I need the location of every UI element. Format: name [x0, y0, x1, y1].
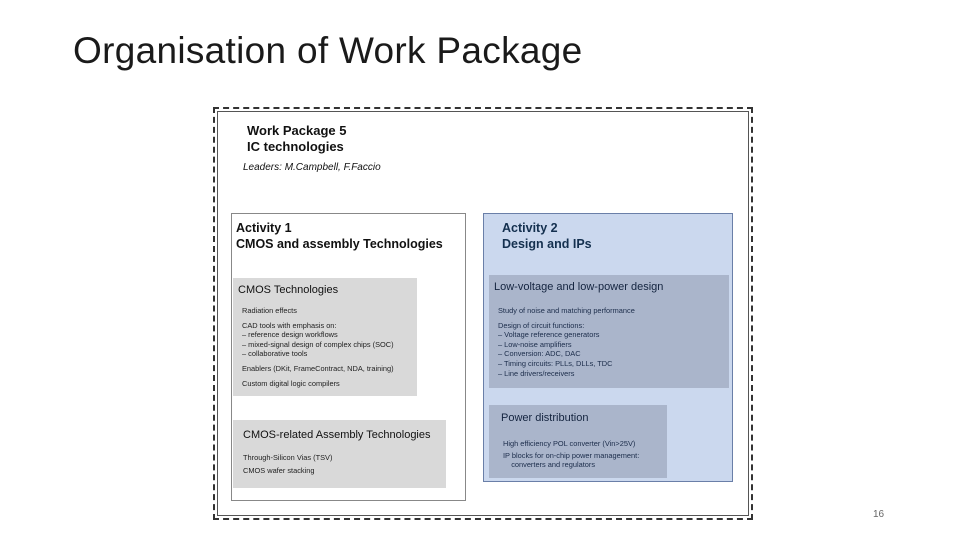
cmos-technologies-box — [233, 278, 417, 396]
power-distribution-list — [503, 439, 639, 470]
list-item: Radiation effects — [242, 306, 297, 315]
list-item: – Timing circuits: PLLs, DLLs, TDC — [498, 358, 613, 368]
assembly-technologies-box — [233, 420, 446, 488]
low-power-design-list — [498, 306, 635, 378]
work-package-topic: IC technologies — [247, 139, 344, 154]
list-item: – reference design workflows — [242, 330, 338, 340]
list-item: – Low-noise amplifiers — [498, 339, 572, 349]
activity-2-topic: Design and IPs — [502, 237, 592, 251]
list-item: – collaborative tools — [242, 349, 308, 359]
list-item: Through-Silicon Vias (TSV) — [243, 453, 333, 462]
list-item: CMOS wafer stacking — [243, 465, 315, 475]
work-package-number: Work Package 5 — [247, 123, 347, 138]
list-item: Custom digital logic compilers — [242, 378, 340, 388]
list-item: Study of noise and matching performance — [498, 306, 635, 315]
assembly-technologies-list — [243, 453, 332, 475]
activity-2-heading — [502, 220, 592, 252]
low-power-design-box — [489, 275, 729, 388]
slide-title: Organisation of Work Package — [73, 30, 583, 71]
list-item: Enablers (DKit, FrameContract, NDA, training) — [242, 363, 394, 373]
list-item: High efficiency POL converter (Vin>25V) — [503, 439, 636, 448]
list-item: IP blocks for on-chip power management: — [503, 450, 640, 460]
work-package-diagram — [213, 107, 753, 520]
page-number: 16 — [873, 509, 885, 520]
activity-1-heading — [236, 220, 443, 252]
activity-1-topic: CMOS and assembly Technologies — [236, 237, 443, 251]
activity-1-number: Activity 1 — [236, 221, 292, 235]
work-package-heading — [247, 123, 346, 155]
cmos-technologies-title: CMOS Technologies — [238, 284, 339, 296]
power-distribution-box — [489, 405, 667, 478]
list-item: – Voltage reference generators — [498, 330, 600, 340]
list-item: Design of circuit functions: — [498, 320, 585, 330]
list-item: converters and regulators — [503, 460, 596, 470]
list-item: – Line drivers/receivers — [498, 368, 575, 378]
cmos-technologies-list — [242, 306, 394, 388]
work-package-leaders: Leaders: M.Campbell, F.Faccio — [243, 162, 381, 173]
activity-2-box — [483, 213, 733, 482]
assembly-technologies-title: CMOS-related Assembly Technologies — [243, 429, 431, 441]
list-item: – mixed-signal design of complex chips (SOC) — [242, 339, 394, 349]
power-distribution-title: Power distribution — [501, 412, 589, 424]
list-item: – Conversion: ADC, DAC — [498, 349, 581, 359]
low-power-design-title: Low-voltage and low-power design — [494, 281, 664, 293]
activity-1-box — [231, 213, 466, 501]
activity-2-number: Activity 2 — [502, 221, 558, 235]
list-item: CAD tools with emphasis on: — [242, 320, 337, 330]
